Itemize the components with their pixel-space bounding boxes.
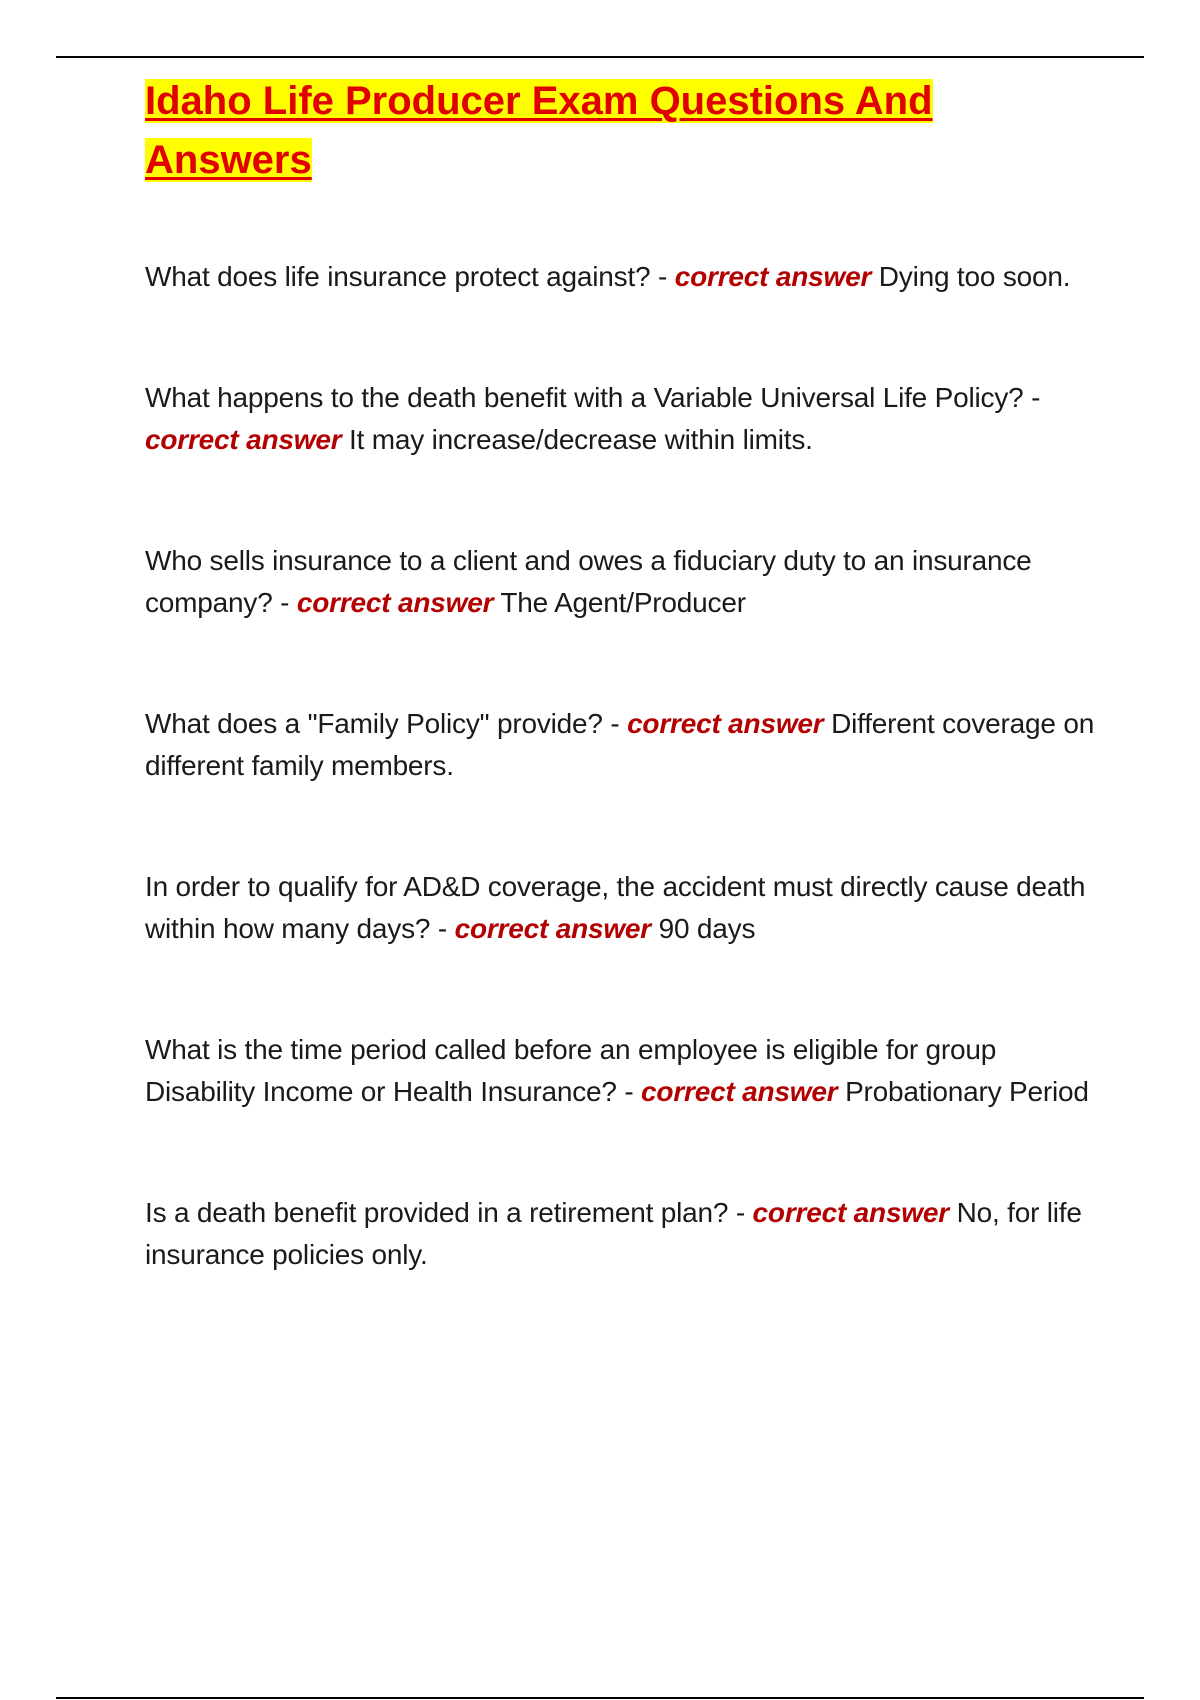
question-text: Who sells insurance to a client and owes a fiduciary duty to an insurance company?	[145, 544, 1032, 618]
page-title	[145, 72, 975, 190]
separator: -	[272, 587, 297, 618]
separator: -	[1023, 381, 1041, 413]
top-rule	[56, 56, 1144, 58]
separator: -	[650, 261, 675, 292]
qa-item	[145, 540, 1105, 625]
qa-item	[145, 1029, 1105, 1114]
page-title-text: Idaho Life Producer Exam Questions And Answers	[145, 79, 933, 182]
qa-item	[145, 256, 1105, 299]
qa-item	[145, 703, 1105, 788]
qa-item	[145, 866, 1105, 951]
answer-label: correct answer	[674, 261, 872, 292]
answer-text: No, for life insurance policies only.	[145, 1196, 1082, 1270]
answer-label: correct answer	[296, 587, 494, 618]
question-text: What does a "Family Policy" provide?	[145, 707, 603, 739]
question-text: Is a death benefit provided in a retirement plan?	[145, 1196, 729, 1228]
answer-label: correct answer	[627, 707, 824, 739]
answer-text: Probationary Period	[845, 1076, 1089, 1107]
document-body	[145, 72, 1105, 1355]
separator: -	[616, 1076, 642, 1107]
separator: -	[430, 913, 455, 944]
question-text: In order to qualify for AD&D coverage, the accident must directly cause death within how many days?	[145, 870, 1086, 944]
answer-text: 90 days	[658, 913, 756, 944]
question-text: What does life insurance protect against?	[145, 261, 651, 292]
question-text: What happens to the death benefit with a Variable Universal Life Policy?	[145, 381, 1024, 413]
answer-label: correct answer	[641, 1076, 838, 1107]
answer-label: correct answer	[752, 1196, 949, 1228]
answer-text: It may increase/decrease within limits.	[349, 424, 813, 455]
question-text: What is the time period called before an employee is eligible for group Disability Income or Health Insurance?	[145, 1033, 997, 1107]
separator: -	[602, 707, 628, 739]
separator: -	[728, 1196, 753, 1228]
answer-label: correct answer	[454, 913, 651, 944]
answer-label: correct answer	[145, 424, 342, 455]
answer-text: Dying too soon.	[878, 261, 1071, 292]
answer-text: The Agent/Producer	[500, 587, 746, 618]
qa-item	[145, 1192, 1105, 1277]
answer-text: Different coverage on different family members.	[145, 707, 1095, 781]
qa-item	[145, 377, 1105, 462]
qa-list	[145, 256, 1105, 1277]
bottom-rule	[56, 1697, 1144, 1699]
